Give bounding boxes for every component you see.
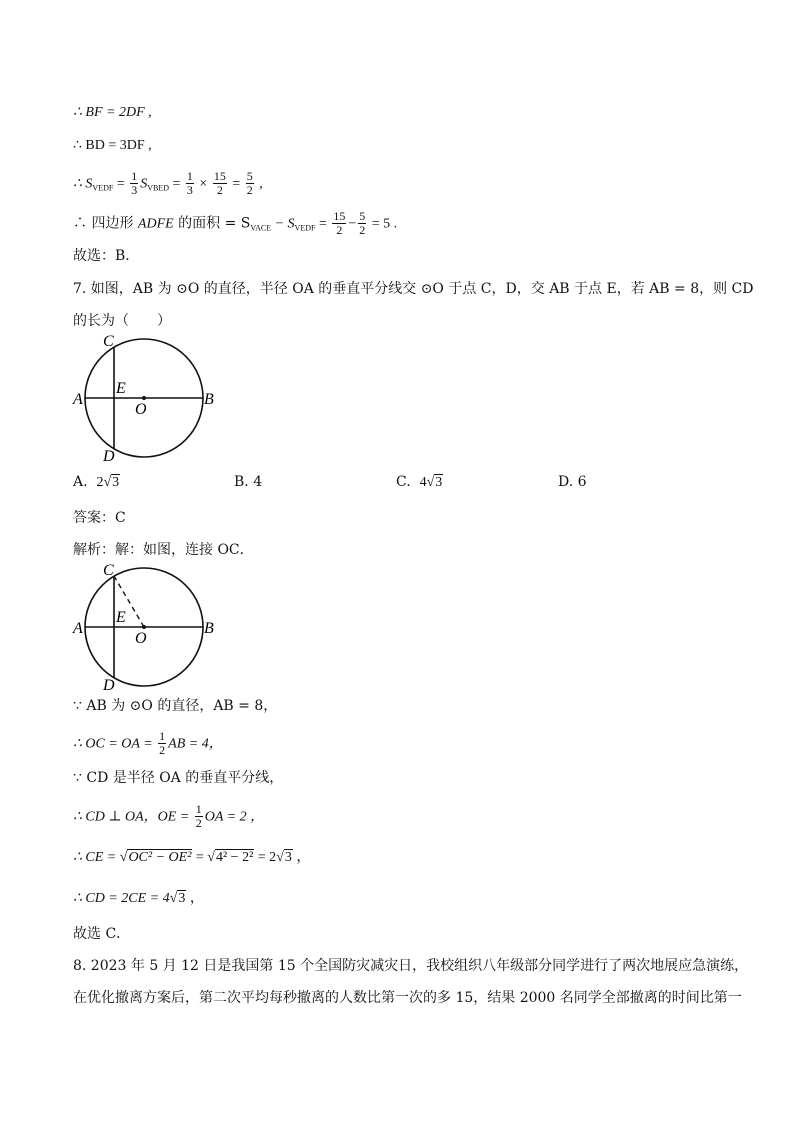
proof-line-bd: ∴ BD = 3DF ,	[73, 138, 152, 153]
q7-label-o: O	[135, 401, 147, 418]
q7-figure	[68, 332, 228, 464]
q7-option-a[interactable]: A. 2√3	[73, 474, 120, 490]
q7-step-5: ∴ CE = √OC² − OE² = √4² − 2² = 2√3 ，	[73, 850, 311, 865]
proof-line-bf: ∴ BF = 2DF ,	[73, 105, 152, 120]
q8-stem-line1: 8. 2023 年 5 月 12 日是我国第 15 个全国防灾减灾日，我校组织八年级部分同学进行了两次地展应急演练，	[73, 958, 749, 974]
q7-step-2: ∴ OC = OA = $\frac{1}{2}$ AB = 4，	[73, 729, 223, 757]
sol-label-d: D	[103, 677, 115, 693]
q7-step-1: ∵ AB 为 ⊙O 的直径，AB = 8，	[73, 698, 278, 714]
sol-label-a: A	[73, 620, 83, 637]
q7-option-d[interactable]: D. 6	[558, 474, 587, 490]
q7-answer: 答案：C	[73, 510, 126, 526]
sol-label-o: O	[135, 630, 147, 647]
q7-solution-figure	[68, 561, 228, 693]
q7-step-6: ∴ CD = 2CE = 4√3 ，	[73, 891, 204, 906]
proof-line-area-edf: ∴ $S_{VEDF}$ = $\frac{1}{3}$ $S_{VBED}$ = $\frac{1}{3}$ × $\frac{15}{2}$ = $\frac{5}{2}$ ,	[73, 169, 263, 197]
q7-label-e: E	[116, 380, 126, 397]
proof-line-quad-area: ∴ 四边形 ADFE 的面积 = $S_{VACE} - S_{VEDF}$ = $\frac{15}{2}$ − $\frac{5}{2}$ = 5 .	[73, 209, 398, 237]
sol-label-e: E	[116, 609, 126, 626]
q7-label-b: B	[204, 391, 214, 408]
sol-label-c: C	[103, 562, 114, 579]
prev-answer: 故选：B．	[73, 248, 140, 264]
q7-stem-line2: 的长为（ ）	[73, 313, 171, 329]
q7-label-d: D	[103, 448, 115, 464]
q7-stem-line1: 7. 如图，AB 为 ⊙O 的直径，半径 OA 的垂直平分线交 ⊙O 于点 C，D，交 AB 于点 E，若 AB = 8，则 CD	[73, 281, 754, 297]
q8-stem-line2: 在优化撤离方案后，第二次平均每秒撤离的人数比第一次的多 15，结果 2000 名同学全部撤离的时间比第一	[73, 990, 742, 1006]
q7-step-3: ∵ CD 是半径 OA 的垂直平分线，	[73, 770, 284, 786]
sol-label-b: B	[204, 620, 214, 637]
q7-label-a: A	[73, 391, 83, 408]
q7-final: 故选 C．	[73, 926, 131, 942]
q7-step-4: ∴ CD ⊥ OA，OE = $\frac{1}{2}$ OA = 2 ，	[73, 802, 265, 830]
q7-label-c: C	[103, 333, 114, 350]
q7-option-c[interactable]: C. 4√3	[396, 474, 443, 490]
q7-option-b[interactable]: B. 4	[234, 474, 263, 490]
q7-analysis: 解析：解：如图，连接 OC．	[73, 542, 254, 558]
